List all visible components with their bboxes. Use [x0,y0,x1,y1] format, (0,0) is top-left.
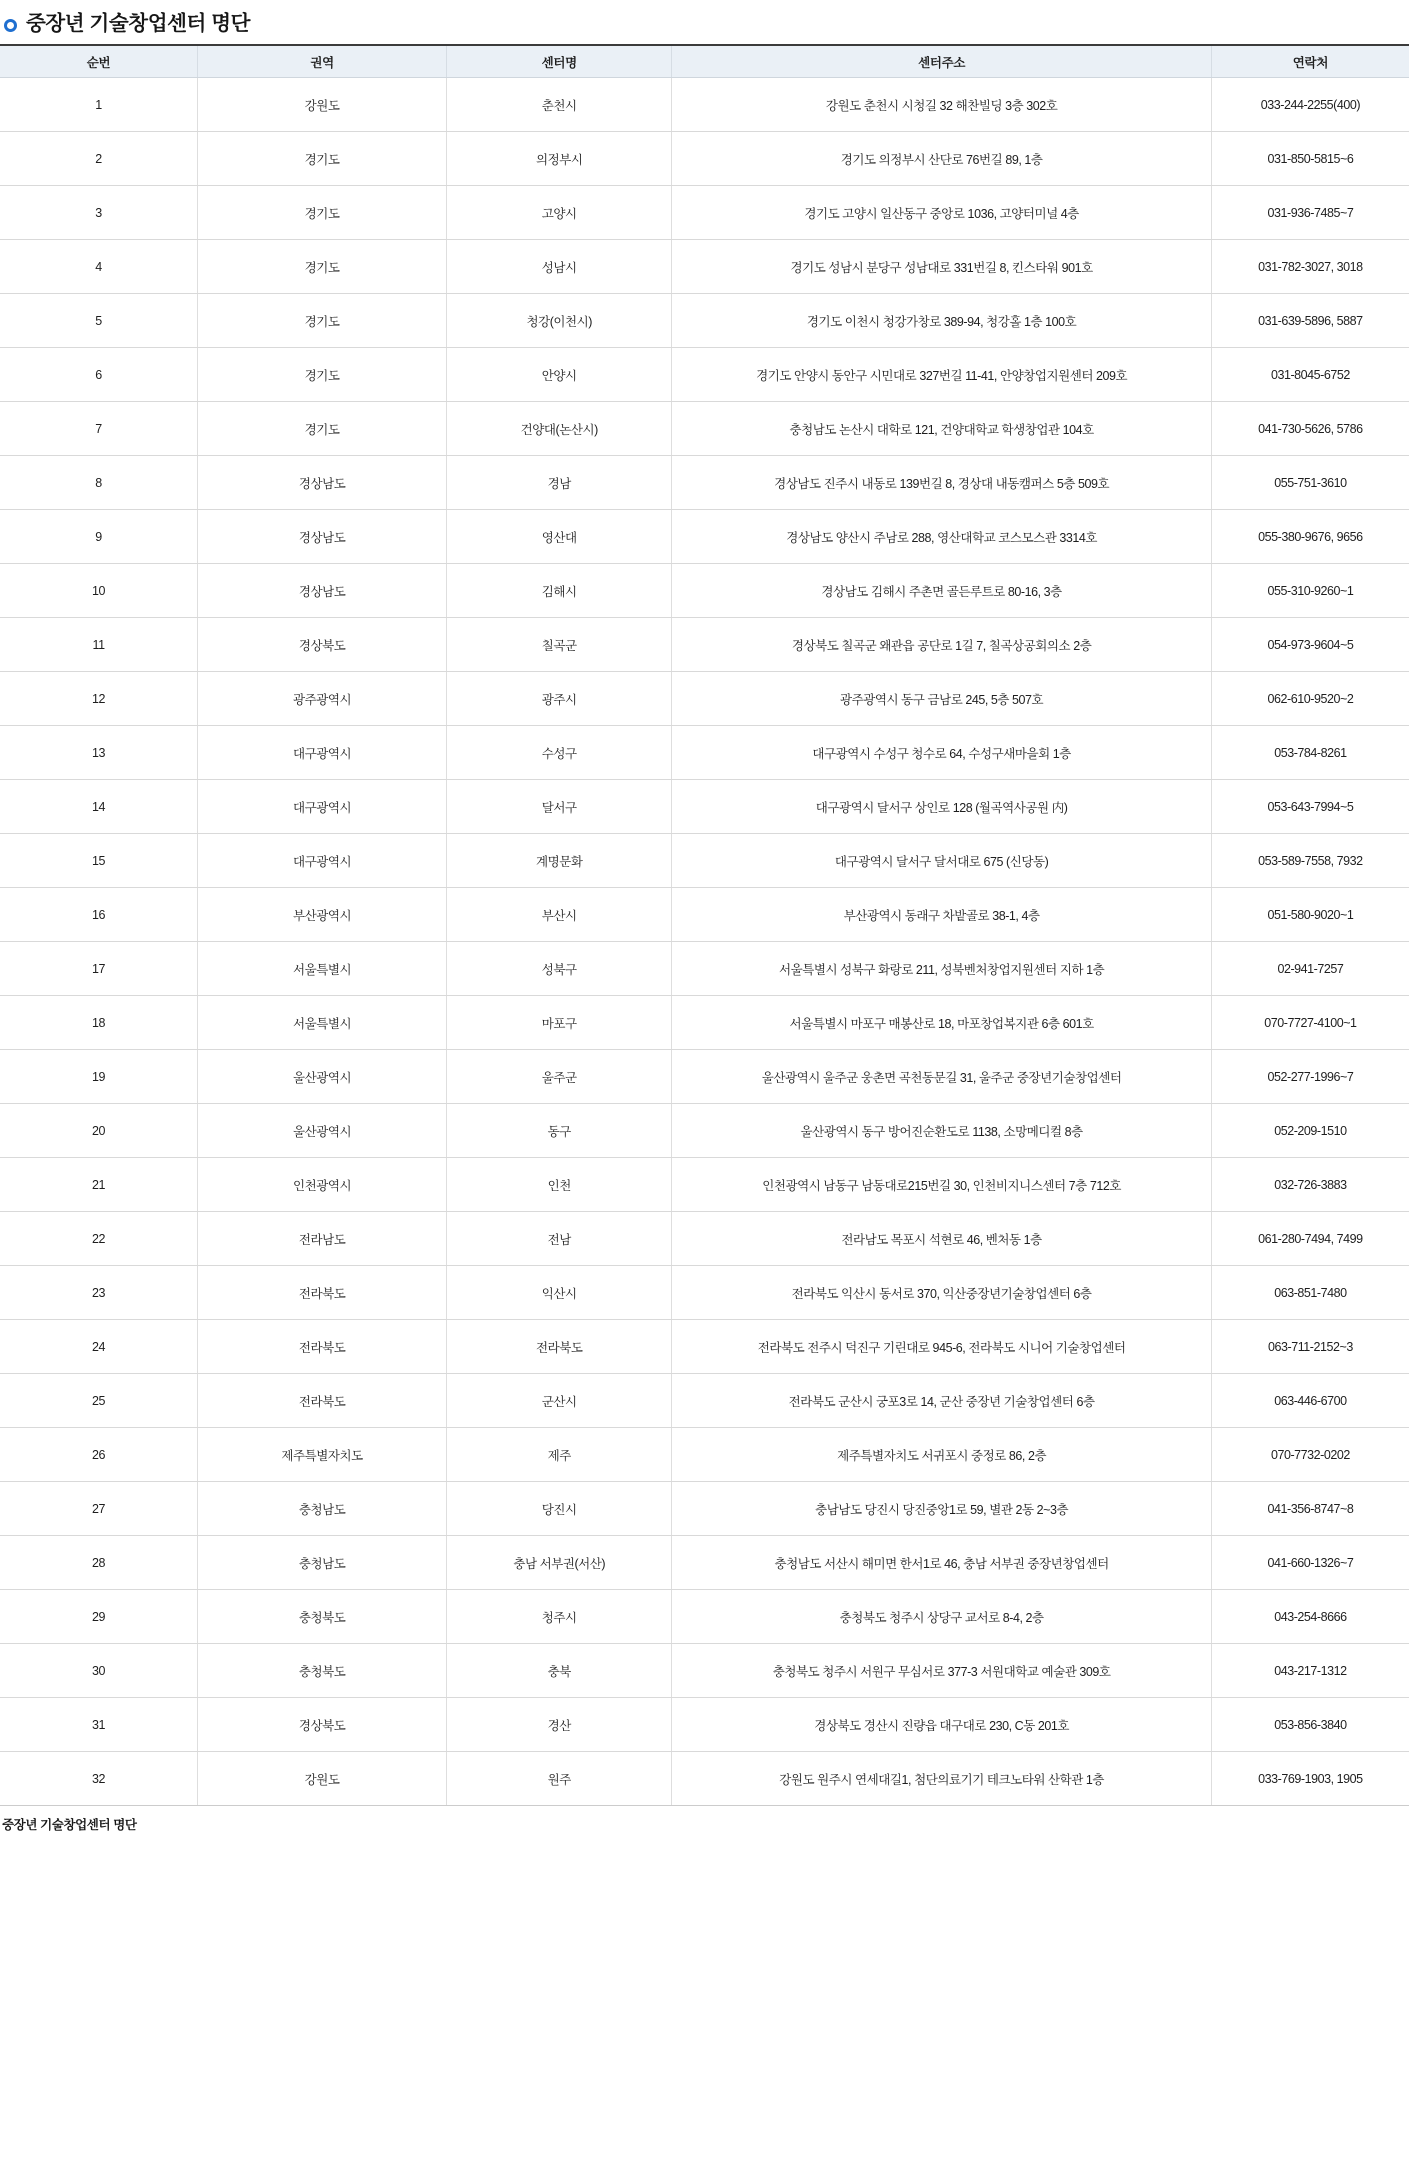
cell-center: 성북구 [447,942,672,996]
table-row [0,1266,1409,1320]
cell-no: 17 [0,942,198,996]
cell-no: 15 [0,834,198,888]
cell-region: 대구광역시 [198,780,447,834]
cell-region: 대구광역시 [198,726,447,780]
cell-no: 13 [0,726,198,780]
cell-address: 경상북도 경산시 진량읍 대구대로 230, C동 201호 [672,1698,1211,1752]
column-header-address: 센터주소 [672,45,1211,78]
table-header [0,45,1409,78]
cell-tel: 041-730-5626, 5786 [1211,402,1409,456]
column-header-center: 센터명 [447,45,672,78]
cell-region: 충청북도 [198,1590,447,1644]
cell-no: 31 [0,1698,198,1752]
cell-no: 27 [0,1482,198,1536]
cell-tel: 054-973-9604~5 [1211,618,1409,672]
cell-no: 4 [0,240,198,294]
table-header-row [0,45,1409,78]
cell-region: 서울특별시 [198,942,447,996]
cell-region: 경기도 [198,294,447,348]
cell-tel: 063-711-2152~3 [1211,1320,1409,1374]
cell-region: 충청남도 [198,1482,447,1536]
cell-tel: 031-639-5896, 5887 [1211,294,1409,348]
cell-tel: 051-580-9020~1 [1211,888,1409,942]
table-row [0,240,1409,294]
cell-no: 30 [0,1644,198,1698]
cell-tel: 053-589-7558, 7932 [1211,834,1409,888]
cell-region: 충청남도 [198,1536,447,1590]
cell-center: 충남 서부권(서산) [447,1536,672,1590]
cell-center: 김해시 [447,564,672,618]
cell-region: 광주광역시 [198,672,447,726]
cell-center: 경산 [447,1698,672,1752]
cell-region: 전라남도 [198,1212,447,1266]
cell-no: 6 [0,348,198,402]
cell-tel: 032-726-3883 [1211,1158,1409,1212]
table-row [0,402,1409,456]
cell-region: 충청북도 [198,1644,447,1698]
cell-no: 10 [0,564,198,618]
cell-center: 영산대 [447,510,672,564]
cell-no: 14 [0,780,198,834]
cell-center: 충북 [447,1644,672,1698]
centers-table [0,44,1409,1806]
cell-center: 고양시 [447,186,672,240]
cell-tel: 043-217-1312 [1211,1644,1409,1698]
table-row [0,1428,1409,1482]
cell-no: 19 [0,1050,198,1104]
cell-no: 21 [0,1158,198,1212]
cell-address: 대구광역시 수성구 청수로 64, 수성구새마을회 1층 [672,726,1211,780]
cell-no: 22 [0,1212,198,1266]
cell-center: 인천 [447,1158,672,1212]
table-row [0,618,1409,672]
cell-center: 칠곡군 [447,618,672,672]
cell-address: 울산광역시 동구 방어진순환도로 1138, 소망메디컬 8층 [672,1104,1211,1158]
table-row [0,888,1409,942]
table-row [0,132,1409,186]
cell-address: 경기도 안양시 동안구 시민대로 327번길 11-41, 안양창업지원센터 209호 [672,348,1211,402]
cell-center: 전라북도 [447,1320,672,1374]
cell-center: 군산시 [447,1374,672,1428]
cell-region: 대구광역시 [198,834,447,888]
table-row [0,1698,1409,1752]
cell-address: 울산광역시 울주군 웅촌면 곡천동문길 31, 울주군 중장년기술창업센터 [672,1050,1211,1104]
cell-region: 경상남도 [198,564,447,618]
cell-no: 3 [0,186,198,240]
cell-tel: 055-380-9676, 9656 [1211,510,1409,564]
cell-center: 성남시 [447,240,672,294]
cell-address: 광주광역시 동구 금남로 245, 5층 507호 [672,672,1211,726]
cell-tel: 02-941-7257 [1211,942,1409,996]
cell-center: 의정부시 [447,132,672,186]
cell-address: 서울특별시 성북구 화랑로 211, 성북벤처창업지원센터 지하 1층 [672,942,1211,996]
cell-no: 5 [0,294,198,348]
cell-address: 충청북도 청주시 상당구 교서로 8-4, 2층 [672,1590,1211,1644]
page-title-row [0,0,1409,40]
table-row [0,1050,1409,1104]
cell-center: 수성구 [447,726,672,780]
cell-no: 25 [0,1374,198,1428]
cell-tel: 041-356-8747~8 [1211,1482,1409,1536]
cell-address: 경기도 성남시 분당구 성남대로 331번길 8, 킨스타워 901호 [672,240,1211,294]
cell-region: 서울특별시 [198,996,447,1050]
cell-tel: 061-280-7494, 7499 [1211,1212,1409,1266]
cell-address: 경상남도 김해시 주촌면 골든루트로 80-16, 3층 [672,564,1211,618]
table-row [0,78,1409,132]
cell-center: 안양시 [447,348,672,402]
cell-address: 충청북도 청주시 서원구 무심서로 377-3 서원대학교 예술관 309호 [672,1644,1211,1698]
cell-tel: 033-244-2255(400) [1211,78,1409,132]
cell-tel: 055-310-9260~1 [1211,564,1409,618]
table-row [0,1752,1409,1806]
cell-no: 18 [0,996,198,1050]
cell-address: 충청남도 논산시 대학로 121, 건양대학교 학생창업관 104호 [672,402,1211,456]
cell-no: 12 [0,672,198,726]
cell-center: 춘천시 [447,78,672,132]
table-row [0,726,1409,780]
cell-tel: 043-254-8666 [1211,1590,1409,1644]
cell-address: 강원도 원주시 연세대길1, 첨단의료기기 테크노타워 산학관 1층 [672,1752,1211,1806]
cell-center: 익산시 [447,1266,672,1320]
cell-region: 울산광역시 [198,1050,447,1104]
cell-region: 경기도 [198,132,447,186]
cell-no: 11 [0,618,198,672]
cell-region: 전라북도 [198,1266,447,1320]
cell-address: 경상남도 양산시 주남로 288, 영산대학교 코스모스관 3314호 [672,510,1211,564]
cell-region: 경기도 [198,186,447,240]
cell-region: 경상북도 [198,618,447,672]
table-row [0,942,1409,996]
column-header-no: 순번 [0,45,198,78]
cell-region: 전라북도 [198,1374,447,1428]
cell-address: 부산광역시 동래구 차밭골로 38-1, 4층 [672,888,1211,942]
cell-address: 충남남도 당진시 당진중앙1로 59, 별관 2동 2~3층 [672,1482,1211,1536]
cell-tel: 070-7732-0202 [1211,1428,1409,1482]
table-row [0,1590,1409,1644]
table-row [0,348,1409,402]
table-row [0,834,1409,888]
cell-region: 강원도 [198,1752,447,1806]
table-row [0,186,1409,240]
cell-region: 경상남도 [198,510,447,564]
cell-no: 8 [0,456,198,510]
cell-center: 경남 [447,456,672,510]
cell-address: 경기도 고양시 일산동구 중앙로 1036, 고양터미널 4층 [672,186,1211,240]
cell-address: 충청남도 서산시 해미면 한서1로 46, 충남 서부권 중장년창업센터 [672,1536,1211,1590]
cell-region: 경기도 [198,348,447,402]
table-row [0,1104,1409,1158]
table-row [0,456,1409,510]
cell-no: 26 [0,1428,198,1482]
cell-center: 광주시 [447,672,672,726]
centers-table-wrapper [0,44,1409,1806]
cell-region: 전라북도 [198,1320,447,1374]
cell-region: 제주특별자치도 [198,1428,447,1482]
cell-address: 전라북도 익산시 동서로 370, 익산중장년기술창업센터 6층 [672,1266,1211,1320]
cell-address: 경상북도 칠곡군 왜관읍 공단로 1길 7, 칠곡상공회의소 2층 [672,618,1211,672]
cell-tel: 062-610-9520~2 [1211,672,1409,726]
cell-tel: 052-277-1996~7 [1211,1050,1409,1104]
table-row [0,1482,1409,1536]
cell-address: 경기도 이천시 청강가창로 389-94, 청강홀 1층 100호 [672,294,1211,348]
cell-address: 서울특별시 마포구 매봉산로 18, 마포창업복지관 6층 601호 [672,996,1211,1050]
cell-no: 29 [0,1590,198,1644]
table-row [0,1158,1409,1212]
cell-region: 인천광역시 [198,1158,447,1212]
cell-center: 건양대(논산시) [447,402,672,456]
cell-center: 부산시 [447,888,672,942]
cell-region: 경상북도 [198,1698,447,1752]
cell-address: 인천광역시 남동구 남동대로215번길 30, 인천비지니스센터 7층 712호 [672,1158,1211,1212]
cell-address: 경상남도 진주시 내동로 139번길 8, 경상대 내동캠퍼스 5층 509호 [672,456,1211,510]
cell-tel: 063-851-7480 [1211,1266,1409,1320]
cell-address: 강원도 춘천시 시청길 32 해찬빌딩 3층 302호 [672,78,1211,132]
cell-region: 울산광역시 [198,1104,447,1158]
cell-tel: 031-850-5815~6 [1211,132,1409,186]
cell-no: 32 [0,1752,198,1806]
cell-region: 부산광역시 [198,888,447,942]
table-row [0,1374,1409,1428]
table-row [0,1320,1409,1374]
cell-tel: 063-446-6700 [1211,1374,1409,1428]
cell-no: 16 [0,888,198,942]
table-row [0,294,1409,348]
cell-tel: 031-936-7485~7 [1211,186,1409,240]
cell-address: 제주특별자치도 서귀포시 중정로 86, 2층 [672,1428,1211,1482]
cell-center: 전남 [447,1212,672,1266]
table-row [0,1536,1409,1590]
cell-center: 동구 [447,1104,672,1158]
cell-center: 청강(이천시) [447,294,672,348]
cell-tel: 031-8045-6752 [1211,348,1409,402]
column-header-region: 권역 [198,45,447,78]
cell-address: 전라남도 목포시 석현로 46, 벤처동 1층 [672,1212,1211,1266]
table-row [0,510,1409,564]
cell-center: 계명문화 [447,834,672,888]
cell-tel: 031-782-3027, 3018 [1211,240,1409,294]
table-row [0,1212,1409,1266]
table-row [0,1644,1409,1698]
cell-no: 24 [0,1320,198,1374]
cell-tel: 041-660-1326~7 [1211,1536,1409,1590]
cell-no: 9 [0,510,198,564]
cell-address: 경기도 의정부시 산단로 76번길 89, 1층 [672,132,1211,186]
cell-no: 23 [0,1266,198,1320]
cell-center: 원주 [447,1752,672,1806]
cell-address: 대구광역시 달서구 상인로 128 (월곡역사공원 内) [672,780,1211,834]
cell-tel: 055-751-3610 [1211,456,1409,510]
cell-center: 청주시 [447,1590,672,1644]
cell-no: 7 [0,402,198,456]
cell-center: 울주군 [447,1050,672,1104]
cell-tel: 033-769-1903, 1905 [1211,1752,1409,1806]
cell-tel: 052-209-1510 [1211,1104,1409,1158]
table-row [0,996,1409,1050]
table-row [0,780,1409,834]
cell-region: 경기도 [198,402,447,456]
cell-tel: 053-784-8261 [1211,726,1409,780]
table-row [0,564,1409,618]
cell-center: 제주 [447,1428,672,1482]
cell-region: 경상남도 [198,456,447,510]
cell-center: 마포구 [447,996,672,1050]
cell-region: 강원도 [198,78,447,132]
cell-tel: 053-643-7994~5 [1211,780,1409,834]
cell-address: 대구광역시 달서구 달서대로 675 (신당동) [672,834,1211,888]
table-body [0,78,1409,1806]
table-row [0,672,1409,726]
cell-center: 달서구 [447,780,672,834]
cell-no: 28 [0,1536,198,1590]
column-header-tel: 연락처 [1211,45,1409,78]
cell-center: 당진시 [447,1482,672,1536]
cell-tel: 070-7727-4100~1 [1211,996,1409,1050]
cell-no: 20 [0,1104,198,1158]
cell-no: 2 [0,132,198,186]
cell-region: 경기도 [198,240,447,294]
cell-address: 전라북도 전주시 덕진구 기린대로 945-6, 전라북도 시니어 기술창업센터 [672,1320,1211,1374]
footer-caption: 중장년 기술창업센터 명단 [2,1818,137,1832]
cell-address: 전라북도 군산시 궁포3로 14, 군산 중장년 기술창업센터 6층 [672,1374,1211,1428]
cell-tel: 053-856-3840 [1211,1698,1409,1752]
cell-no: 1 [0,78,198,132]
circle-bullet-icon [4,19,17,32]
page-title: 중장년 기술창업센터 명단 [26,11,251,35]
